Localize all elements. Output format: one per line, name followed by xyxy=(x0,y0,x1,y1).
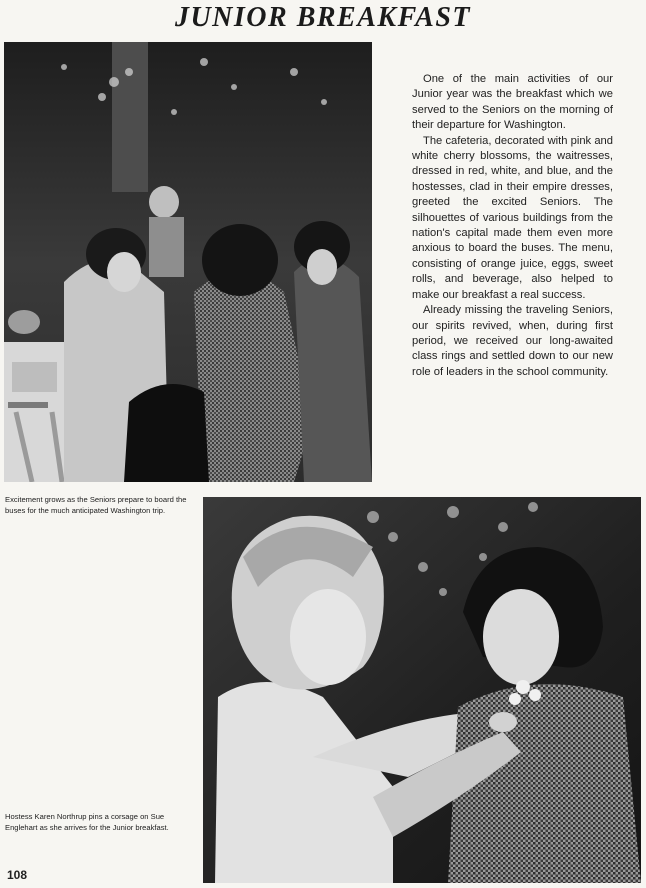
page-title: JUNIOR BREAKFAST xyxy=(174,2,472,33)
photo-seniors-boarding xyxy=(4,42,372,482)
photo-corsage-pinning-image xyxy=(203,497,641,883)
photo-seniors-boarding-image xyxy=(4,42,372,482)
article-paragraph-2: The cafeteria, decorated with pink and white cherry blossoms, the waitresses, dressed in red, white, and blue, and the hostesses, clad in their empire dresses, greeted the excited Seniors. The silhouettes of various buildings from the nation's capital made them even more anxious to board the buses. The menu, consisting of orange juice, eggs, sweet rolls, and beverage, also helped to make our breakfast a real success. xyxy=(412,134,613,301)
caption-top-photo: Excitement grows as the Seniors prepare to board the buses for the much anticipated Washington trip. xyxy=(5,495,187,515)
article-body xyxy=(412,72,613,380)
caption-bottom-photo: Hostess Karen Northrup pins a corsage on Sue Englehart as she arrives for the Junior breakfast. xyxy=(5,812,169,832)
photo-corsage-pinning xyxy=(203,497,641,883)
article-paragraph-3: Already missing the traveling Seniors, our spirits revived, when, during first period, we received our long-awaited class rings and settled down to our new role of leaders in the school community. xyxy=(412,304,613,378)
article-paragraph-1: One of the main activities of our Junior year was the breakfast which we served to the Seniors on the morning of their departure for Washington. xyxy=(412,73,613,132)
page-number: 108 xyxy=(7,868,28,882)
